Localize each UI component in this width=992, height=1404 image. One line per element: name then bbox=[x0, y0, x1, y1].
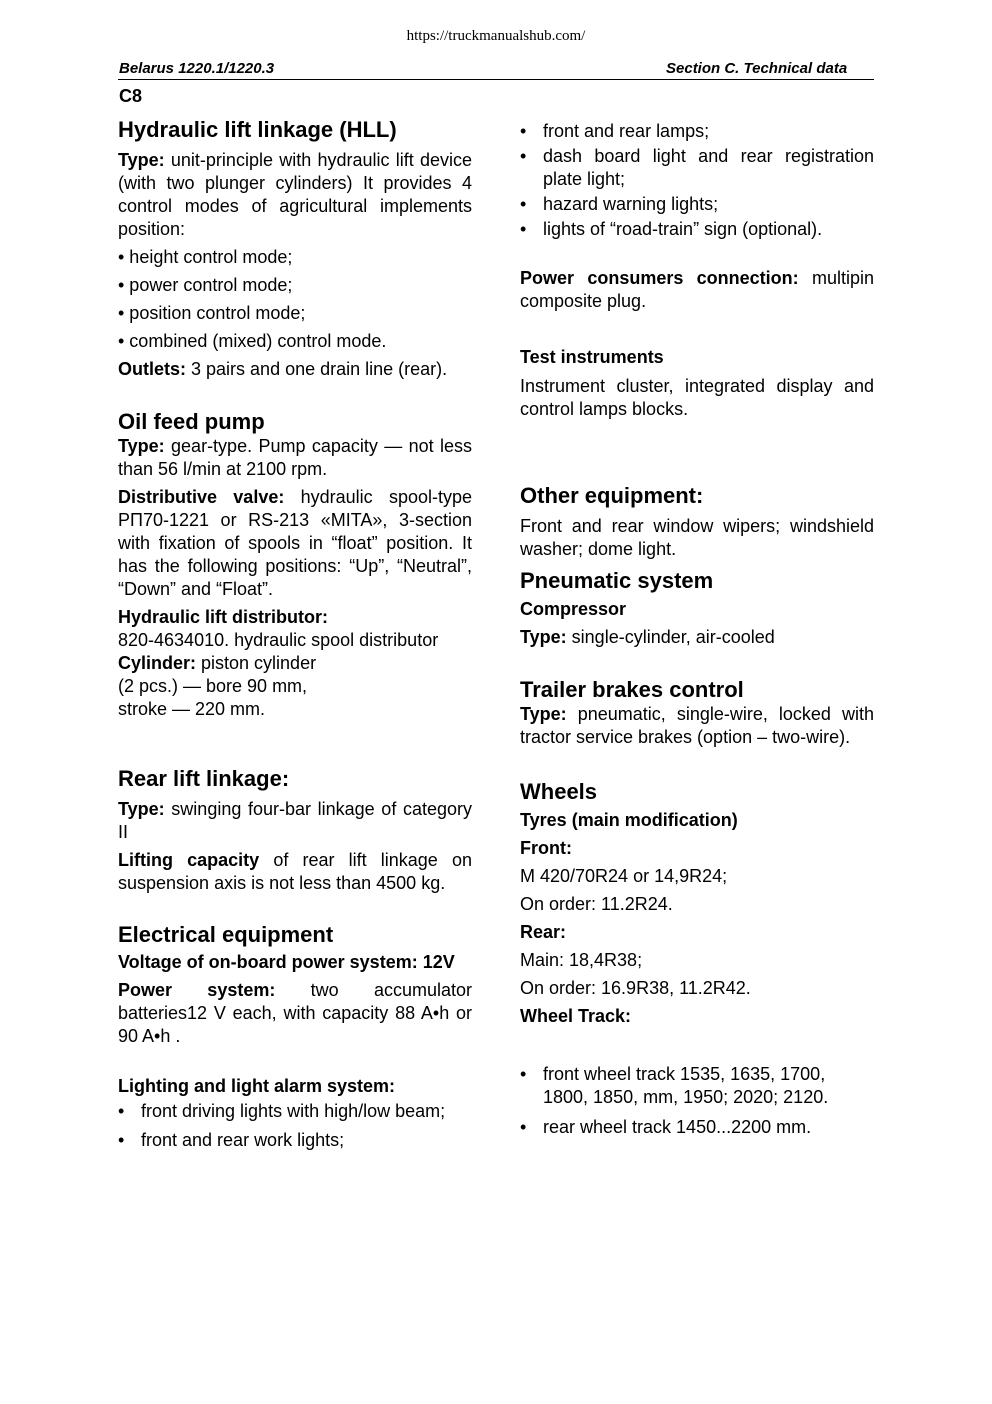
wheel-track-label: Wheel Track: bbox=[520, 1006, 632, 1026]
wheels-title: Wheels bbox=[520, 779, 598, 804]
pneumatic-type-label: Type: bbox=[520, 627, 567, 647]
list-item: • rear wheel track 1450...2200 mm. bbox=[520, 1116, 874, 1139]
voltage: Voltage of on-board power system: 12V bbox=[118, 952, 455, 972]
rear-lift-type-text: swinging four-bar linkage of category II bbox=[118, 799, 472, 842]
cylinder-line: stroke — 220 mm. bbox=[118, 699, 266, 719]
rear-lift-capacity-text: of rear lift linkage on suspension axis is not less than 4500 kg. bbox=[118, 850, 472, 893]
consumers-label: Power consumers connection: bbox=[520, 268, 799, 288]
power-system bbox=[118, 979, 472, 1048]
test-instruments-text: Instrument cluster, integrated display and control lamps blocks. bbox=[520, 376, 874, 419]
pneumatic-title: Pneumatic system bbox=[520, 568, 714, 593]
hll-type-label: Type: bbox=[118, 150, 165, 170]
page-code: C8 bbox=[119, 86, 143, 106]
trailer-brakes-title: Trailer brakes control bbox=[520, 677, 744, 702]
rear-lift-type bbox=[118, 798, 472, 844]
rear-tyre-main: Main: 18,4R38; bbox=[520, 950, 643, 970]
front-tyre-main: M 420/70R24 or 14,9R24; bbox=[520, 866, 728, 886]
hll-outlets-label: Outlets: bbox=[118, 359, 187, 379]
list-item: • front and rear work lights; bbox=[118, 1129, 472, 1152]
header-model: Belarus 1220.1/1220.3 bbox=[119, 60, 275, 77]
consumers-text: multipin composite plug. bbox=[520, 268, 874, 311]
cylinder bbox=[118, 652, 472, 675]
hll-mode: • position control mode; bbox=[118, 303, 306, 323]
pump-valve-label: Distributive valve: bbox=[118, 487, 285, 507]
lights-list bbox=[118, 1100, 472, 1152]
lighting-label: Lighting and light alarm system: bbox=[118, 1076, 396, 1096]
pump-type-label: Type: bbox=[118, 436, 165, 456]
power-system-text: two accumulator batteries12 V each, with capacity 88 A•h or 90 A•h . bbox=[118, 980, 472, 1046]
rear-lift-capacity-label: Lifting capacity bbox=[118, 850, 260, 870]
trailer-type-text: pneumatic, single-wire, locked with tractor service brakes (option – two-wire). bbox=[520, 704, 874, 747]
power-system-label: Power system: bbox=[118, 980, 276, 1000]
rear-tyre-order: On order: 16.9R38, 11.2R42. bbox=[520, 978, 751, 998]
hll-title: Hydraulic lift linkage (HLL) bbox=[118, 117, 397, 142]
compressor-label: Compressor bbox=[520, 599, 627, 619]
hll-outlets bbox=[118, 358, 472, 381]
right-column bbox=[520, 120, 874, 1139]
left-column bbox=[118, 116, 472, 1152]
rear-lift-type-label: Type: bbox=[118, 799, 165, 819]
hll-mode: • combined (mixed) control mode. bbox=[118, 331, 387, 351]
pump-title: Oil feed pump bbox=[118, 409, 265, 434]
pneumatic-type bbox=[520, 626, 874, 649]
list-item: • front and rear lamps; bbox=[520, 120, 874, 143]
front-tyre-order: On order: 11.2R24. bbox=[520, 894, 673, 914]
list-item: • front driving lights with high/low beam; bbox=[118, 1100, 472, 1123]
hll-mode: • power control mode; bbox=[118, 275, 293, 295]
list-item: • lights of “road-train” sign (optional). bbox=[520, 218, 874, 241]
rear-label: Rear: bbox=[520, 922, 567, 942]
pump-valve-text: hydraulic spool-type РП70-1221 or RS-213 «MITA», 3-section with fixation of spools in “float” position. It has the following positions: “Up”, “Neutral”, “Down” and “Float”. bbox=[118, 487, 472, 599]
rear-lift-title: Rear lift linkage: bbox=[118, 766, 290, 791]
hll-type-text: unit-principle with hydraulic lift device (with two plunger cylinders) It provides 4 control modes of agricultural implements position: bbox=[118, 150, 472, 239]
rear-lift-capacity bbox=[118, 849, 472, 895]
cylinder-line: (2 pcs.) — bore 90 mm, bbox=[118, 676, 308, 696]
distributor-text: 820-4634010. hydraulic spool distributor bbox=[118, 630, 439, 650]
list-item: • dash board light and rear registration plate light; bbox=[520, 145, 874, 191]
hll-mode: • height control mode; bbox=[118, 247, 293, 267]
trailer-type-label: Type: bbox=[520, 704, 567, 724]
header-section: Section C. Technical data bbox=[666, 60, 848, 77]
pump-type bbox=[118, 435, 472, 481]
cylinder-text: piston cylinder bbox=[196, 653, 317, 673]
lights-list-continued bbox=[520, 120, 874, 241]
tyres-label: Tyres (main modification) bbox=[520, 810, 738, 830]
wheel-track-list bbox=[520, 1063, 874, 1139]
list-item: • hazard warning lights; bbox=[520, 193, 874, 216]
hll-type bbox=[118, 149, 472, 241]
list-item: • front wheel track 1535, 1635, 1700, 1800, 1850, mm, 1950; 2020; 2120. bbox=[520, 1063, 874, 1109]
cylinder-label: Cylinder: bbox=[118, 653, 197, 673]
trailer-brakes-type bbox=[520, 703, 874, 749]
distributor-label: Hydraulic lift distributor: bbox=[118, 607, 329, 627]
header-rule bbox=[118, 79, 874, 80]
source-url[interactable]: https://truckmanualshub.com/ bbox=[406, 28, 586, 44]
pneumatic-type-text: single-cylinder, air-cooled bbox=[566, 627, 775, 647]
electrical-title: Electrical equipment bbox=[118, 922, 334, 947]
consumers-connection bbox=[520, 267, 874, 313]
other-equipment-text: Front and rear window wipers; windshield washer; dome light. bbox=[520, 516, 874, 559]
pump-type-text: gear-type. Pump capacity — not less than 56 l/min at 2100 rpm. bbox=[118, 436, 472, 479]
pump-valve bbox=[118, 486, 472, 601]
other-equipment-title: Other equipment: bbox=[520, 483, 704, 508]
hll-outlets-text: 3 pairs and one drain line (rear). bbox=[186, 359, 448, 379]
front-label: Front: bbox=[520, 838, 572, 858]
test-instruments-label: Test instruments bbox=[520, 347, 664, 367]
